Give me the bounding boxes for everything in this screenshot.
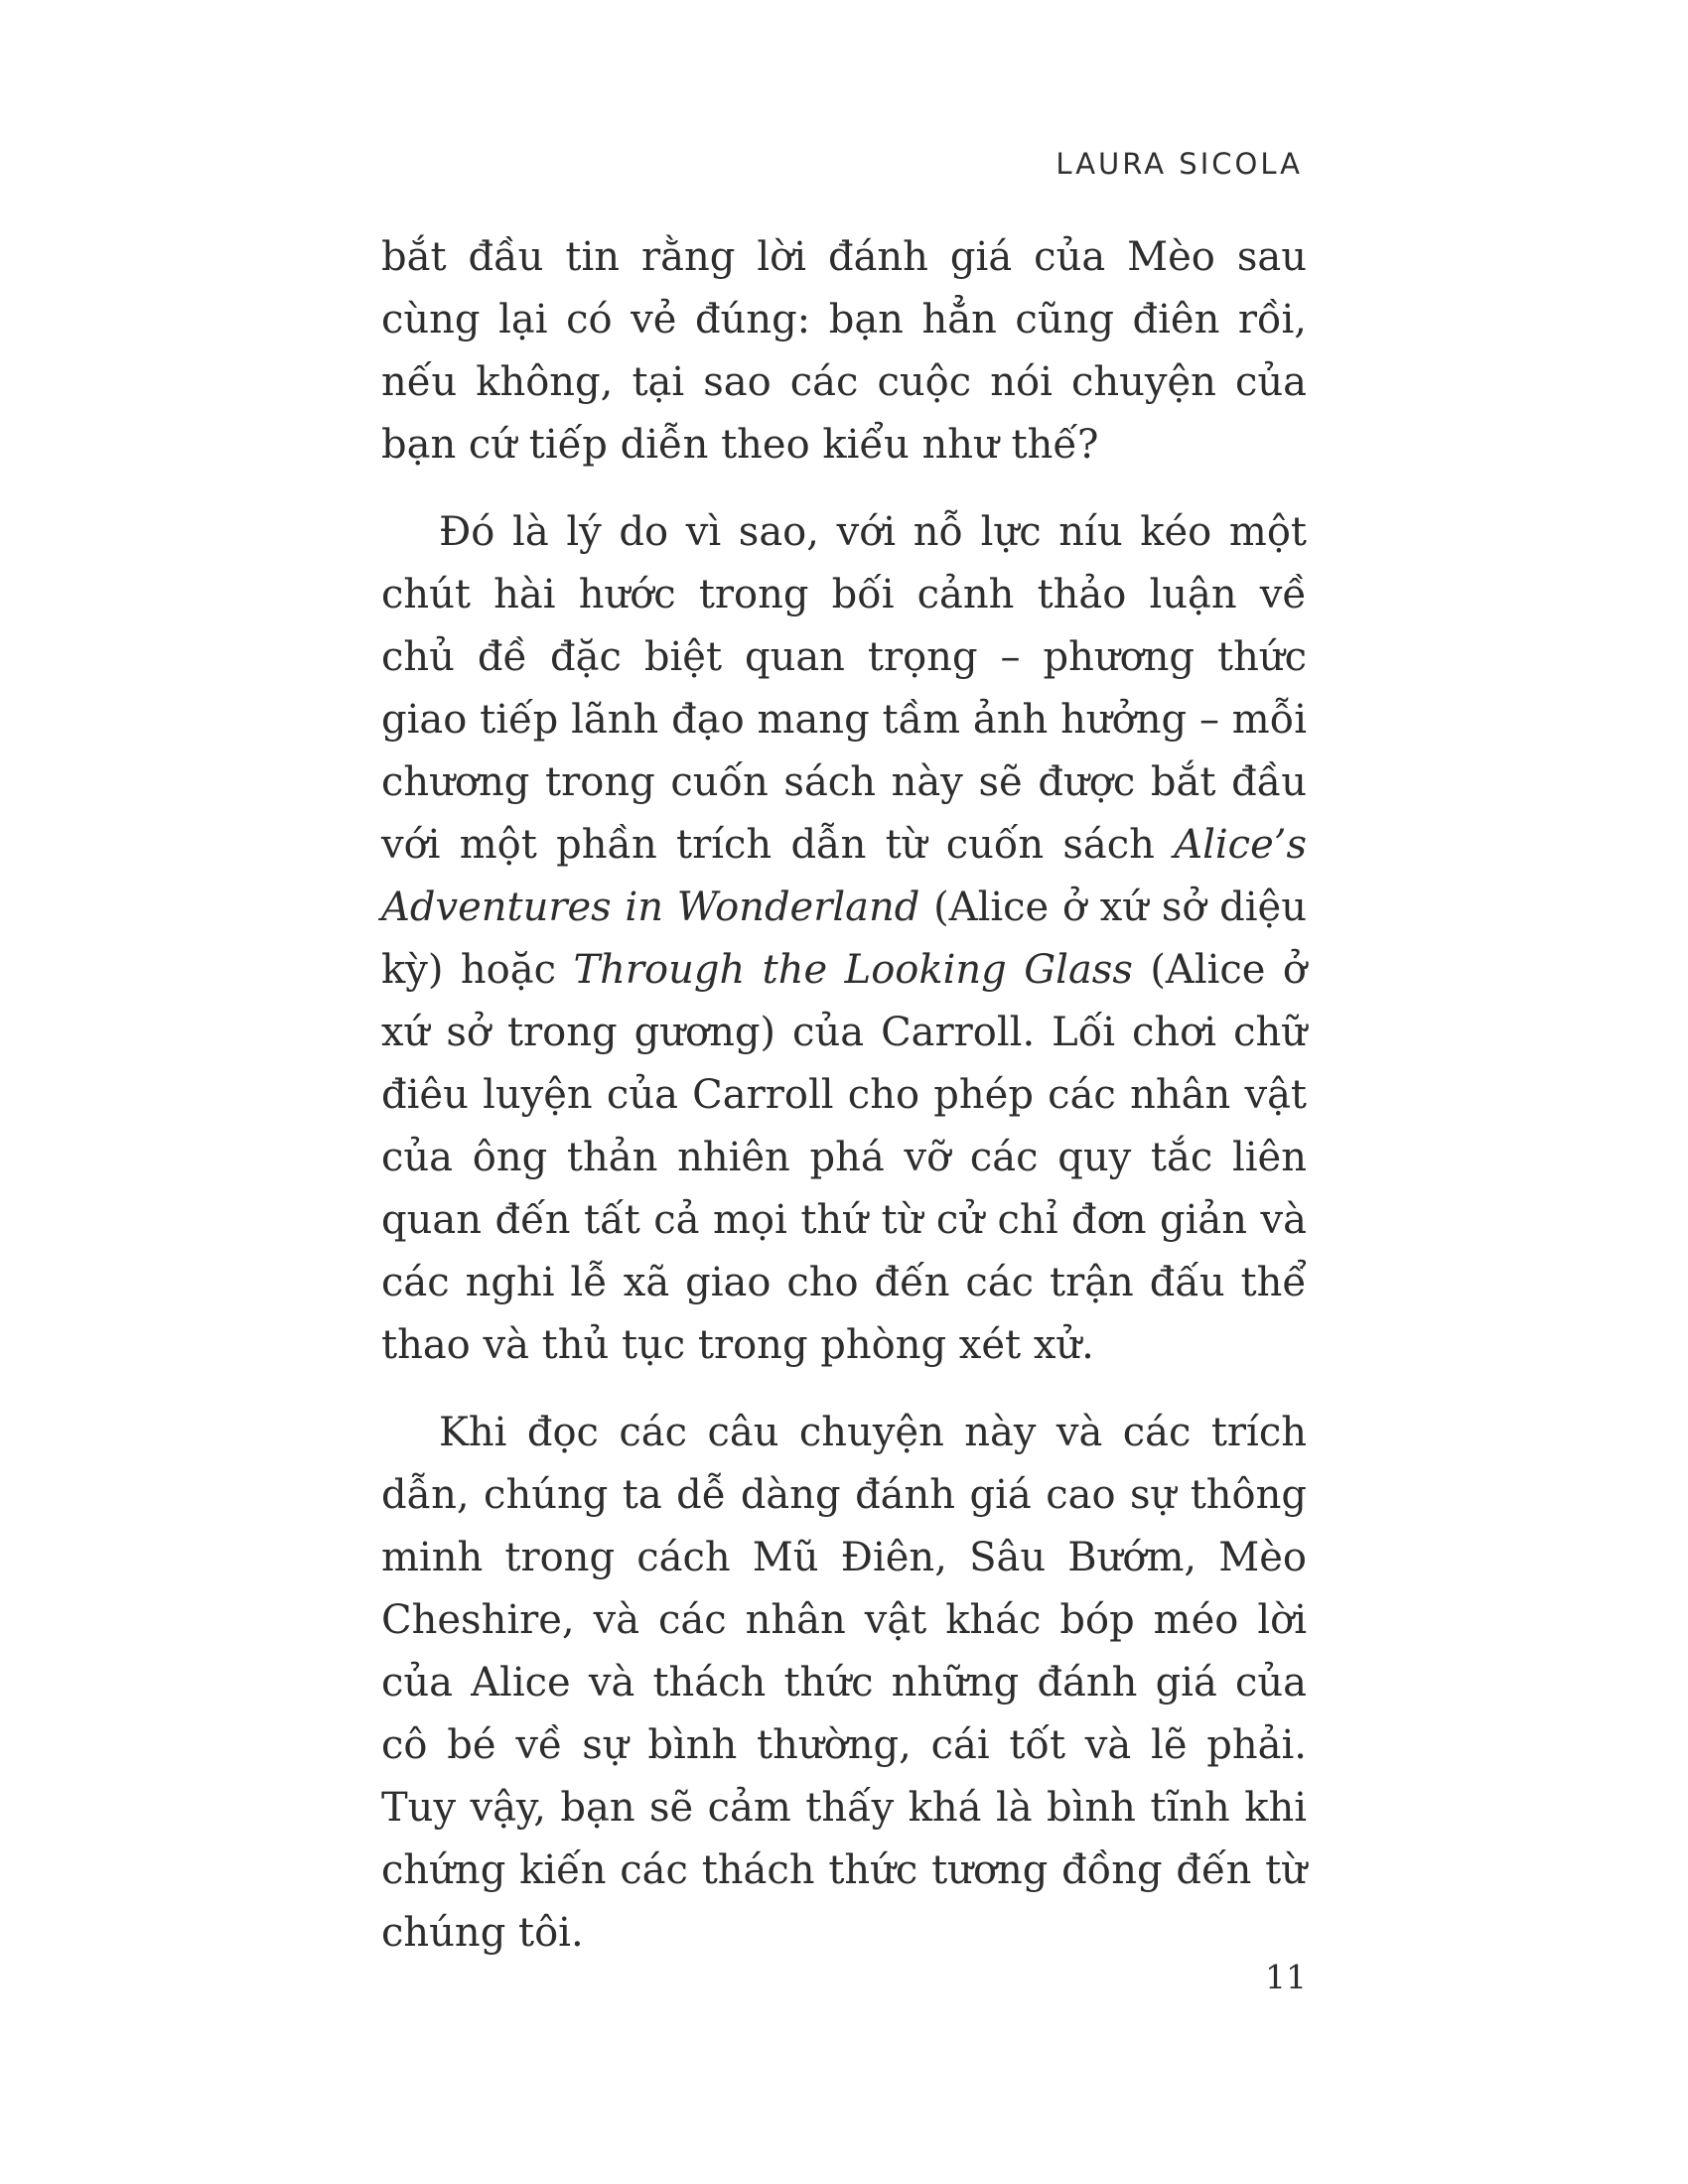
- book-title-italic: Through the Looking Glass: [573, 947, 1133, 993]
- paragraph: [381, 501, 1307, 1377]
- page-number: 11: [1265, 1958, 1307, 1996]
- running-head-author: LAURA SICOLA: [1055, 147, 1303, 181]
- paragraph: [381, 1402, 1307, 1965]
- text-run: Khi đọc các câu chuyện này và các trích dẫn, chúng ta dễ dàng đánh giá cao sự thông minh trong cách Mũ Điên, Sâu Bướm, Mèo Cheshire, và các nhân vật khác bóp méo lời của Alice và thách thức những đánh giá của cô bé về sự bình thường, cái tốt và lẽ phải. Tuy vậy, bạn sẽ cảm thấy khá là bình tĩnh khi chứng kiến các thách thức tương đồng đến từ chúng tôi.: [381, 1410, 1307, 1956]
- text-run: (Alice ở xứ sở diệu kỳ) hoặc: [381, 885, 1307, 993]
- text-run: bắt đầu tin rằng lời đánh giá của Mèo sau cùng lại có vẻ đúng: bạn hẳn cũng điên rồi, nếu không, tại sao các cuộc nói chuyện của bạn cứ tiếp diễn theo kiểu như thế?: [381, 234, 1307, 468]
- paragraph-continuation: [381, 226, 1307, 477]
- body-text: [381, 226, 1307, 1965]
- text-run: (Alice ở xứ sở trong gương) của Carroll. Lối chơi chữ điêu luyện của Carroll cho phép các nhân vật của ông thản nhiên phá vỡ các quy tắc liên quan đến tất cả mọi thứ từ cử chỉ đơn giản và các nghi lễ xã giao cho đến các trận đấu thể thao và thủ tục trong phòng xét xử.: [381, 947, 1308, 1368]
- book-title-italic: Alice’s Adventures in Wonderland: [381, 822, 1307, 930]
- text-run: Đó là lý do vì sao, với nỗ lực níu kéo một chút hài hước trong bối cảnh thảo luận về chủ đề đặc biệt quan trọng – phương thức giao tiếp lãnh đạo mang tầm ảnh hưởng – mỗi chương trong cuốn sách này sẽ được bắt đầu với một phần trích dẫn từ cuốn sách: [381, 509, 1307, 868]
